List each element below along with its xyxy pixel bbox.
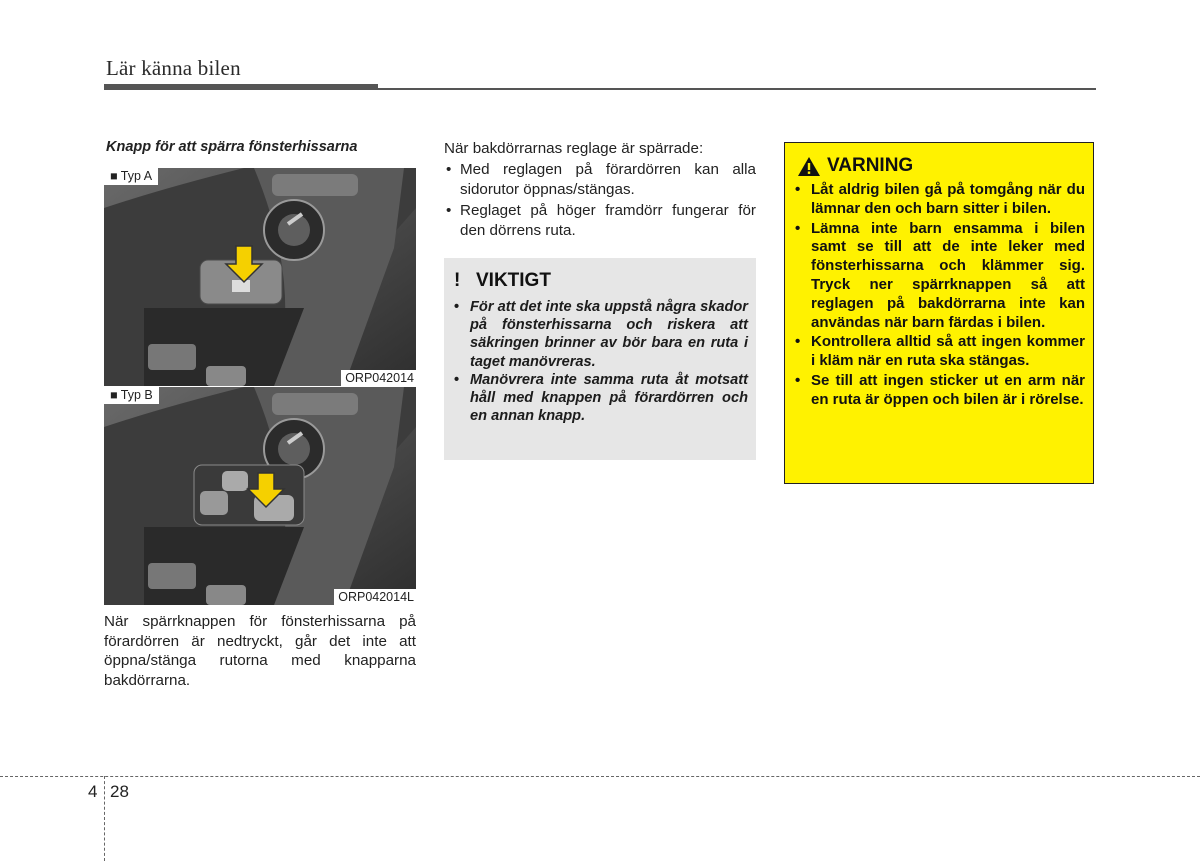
middle-bullet-list (444, 160, 756, 242)
header-rule-thick (104, 84, 378, 90)
footer-dashed-rule (0, 776, 1200, 777)
list-item: • Med reglagen på förardörren kan alla sidorutor öppnas/stängas. (446, 161, 756, 198)
figure-a-code: ORP042014 (341, 370, 416, 386)
exclamation-icon: ! (454, 270, 461, 291)
warning-box (784, 142, 1094, 484)
list-item: • Se till att ingen sticker ut en arm när en ruta är öppen och bilen är i rörelse. (795, 371, 1085, 408)
figure-b-code: ORP042014L (334, 589, 416, 605)
header-rule-thin (378, 88, 1096, 90)
section-subheading: Knapp för att spärra fönsterhissarna (106, 139, 358, 155)
door-panel-illustration (104, 168, 416, 386)
list-item: • För att det inte ska uppstå några skador på fönsterhissarna och riskera att säkringen brinner av bör bara en ruta i taget manövreras. (454, 299, 748, 370)
left-body-text: När spärrknappen för fönsterhissarna på förardörren är nedtryckt, går det inte att öppna/stänga rutorna med knapparna bakdörrarna. (104, 613, 416, 689)
list-item: • Kontrollera alltid så att ingen kommer i kläm när en ruta ska stängas. (795, 333, 1085, 370)
chapter-number: 4 (88, 782, 98, 801)
figure-b-label: ■ Typ B (104, 387, 159, 404)
page-number: 28 (110, 782, 129, 801)
list-item: • Manövrera inte samma ruta åt motsatt håll med knappen på förardörren och en annan knapp. (454, 371, 748, 425)
list-item: • Lämna inte barn ensamma i bilen samt se till att de inte leker med fönsterhissarna och klämmer sig. Tryck ner spärrknappen så att reglagen på bakdörrarna inte kan användas när barn färdas i bilen. (795, 219, 1085, 331)
warning-list (793, 181, 1085, 411)
notice-title: VIKTIGT (476, 270, 551, 291)
warning-triangle-icon (797, 156, 821, 177)
warning-title: VARNING (827, 155, 914, 176)
page-header-title: Lär känna bilen (106, 56, 241, 80)
figure-type-b (104, 387, 416, 605)
footer-vertical-rule (104, 776, 105, 861)
middle-intro: När bakdörrarnas reglage är spärrade: (444, 140, 704, 157)
notice-box (444, 258, 756, 460)
list-item: • Låt aldrig bilen gå på tomgång när du lämnar den och barn sitter i bilen. (795, 181, 1085, 217)
figure-type-a (104, 168, 416, 386)
figure-a-label: ■ Typ A (104, 168, 158, 185)
notice-list (454, 298, 748, 425)
list-item: • Reglaget på höger framdörr fungerar för den dörrens ruta. (446, 202, 756, 239)
warning-heading (797, 155, 913, 177)
door-panel-illustration (104, 387, 416, 605)
notice-heading (454, 270, 551, 292)
